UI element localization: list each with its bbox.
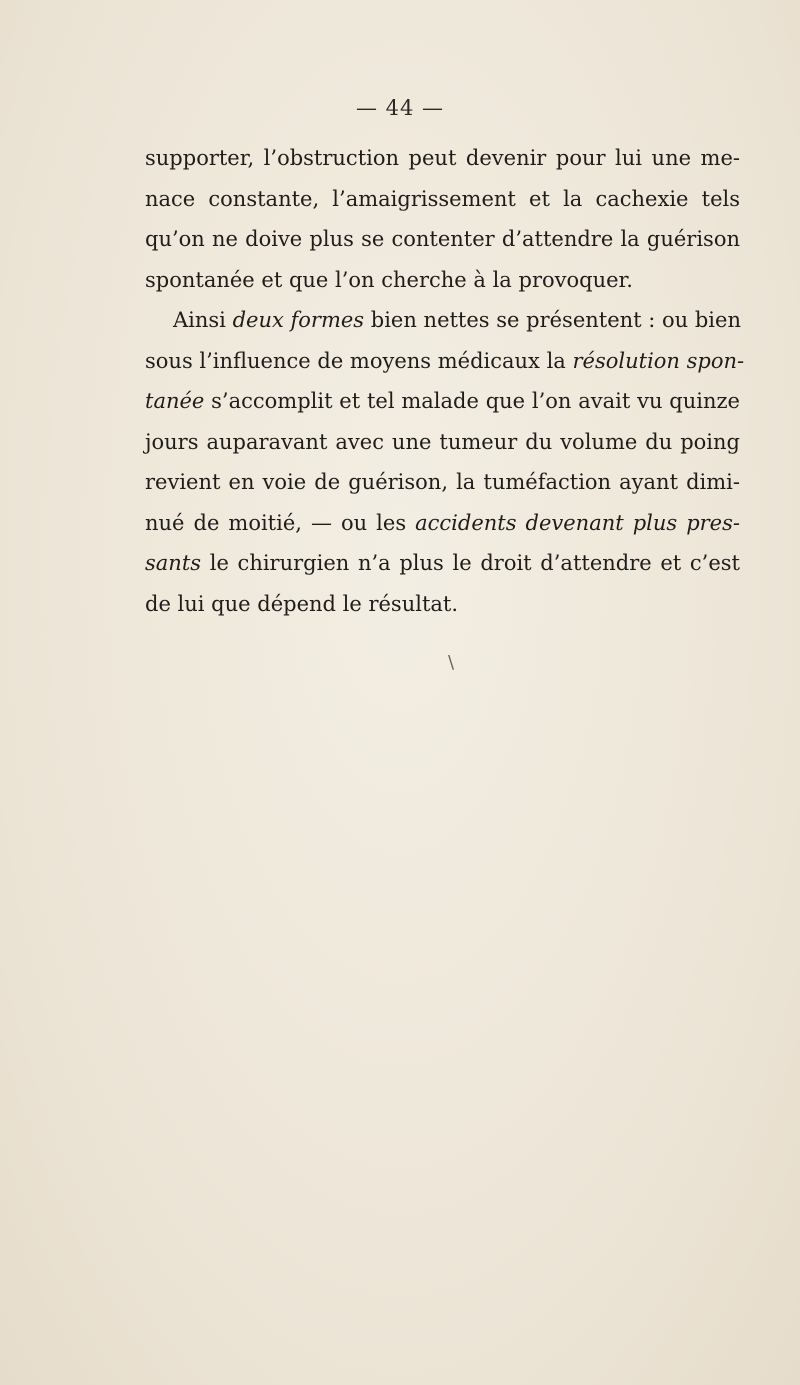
text-run: revient en voie de guérison, la tuméfaction ayant dimi-: [145, 470, 740, 494]
italic-run: deux formes: [232, 308, 365, 332]
text-line: [145, 584, 740, 625]
text-run: de lui que dépend le résultat.: [145, 591, 459, 616]
text-run: supporter, l’obstruction peut devenir pour lui une me-: [145, 146, 740, 170]
text-run: nace constante, l’amaigrissement et la cachexie tels: [145, 186, 740, 211]
italic-run: accidents devenant plus pres-: [415, 510, 740, 535]
text-line: [145, 219, 740, 260]
text-run: qu’on ne doive plus se contenter d’attendre la guérison: [145, 227, 740, 251]
text-run: bien nettes se présentent : ou bien: [364, 308, 741, 332]
text-line: [145, 543, 740, 584]
text-run: nué de moitié, — ou les: [145, 510, 416, 535]
text-line: [145, 381, 740, 422]
text-line: [145, 341, 745, 382]
text-run: jours auparavant avec une tumeur du volume du poing: [145, 429, 740, 454]
body-paragraph: [145, 138, 745, 624]
text-run: s’accomplit et tel malade que l’on avait vu quinze: [204, 389, 740, 413]
paper-mark: \: [448, 652, 455, 673]
text-run: sous l’influence de moyens médicaux la: [145, 348, 573, 373]
text-line: [145, 503, 740, 544]
text-line: [145, 138, 740, 179]
text-line: [145, 422, 740, 463]
text-line: [145, 462, 740, 503]
italic-run: tanée: [145, 389, 205, 413]
text-run: Ainsi: [173, 308, 233, 332]
italic-run: résolution spon-: [572, 348, 745, 373]
text-run: le chirurgien n’a plus le droit d’attendre et c’est: [201, 551, 740, 575]
text-run: spontanée et que l’on cherche à la provoquer.: [145, 267, 633, 292]
page-number: — 44 —: [355, 96, 445, 120]
text-line: [145, 300, 740, 341]
text-line: [145, 260, 740, 301]
text-line: [145, 179, 740, 220]
italic-run: sants: [145, 551, 202, 575]
